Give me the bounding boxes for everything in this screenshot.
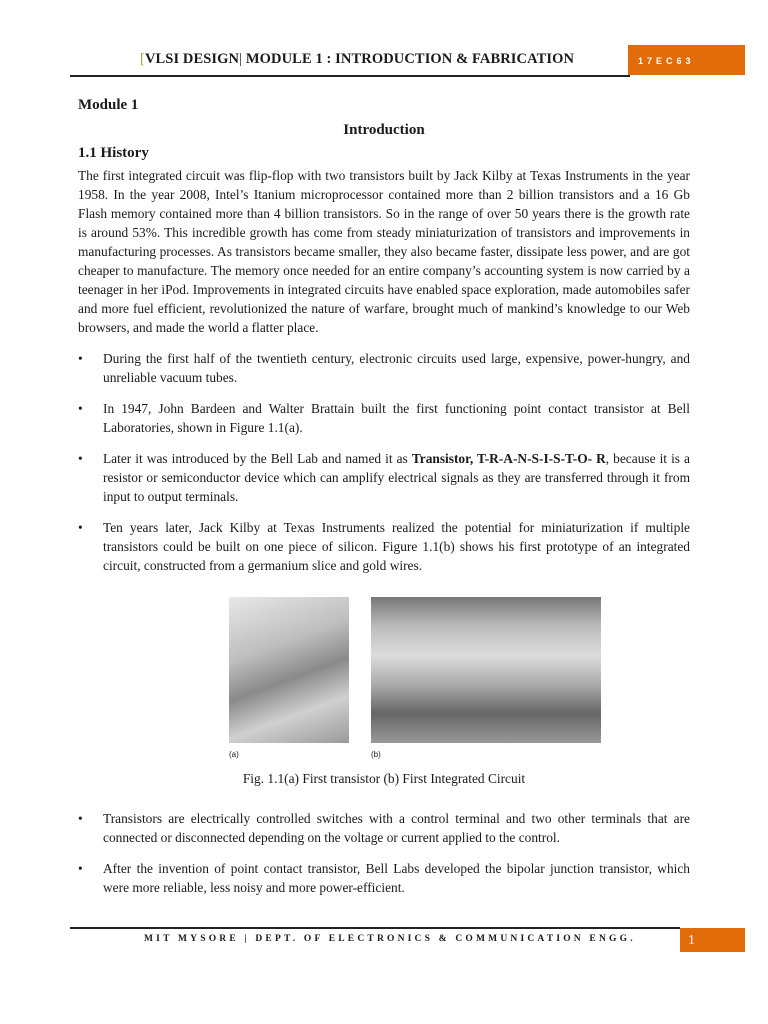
course-code-badge: 17EC63 bbox=[628, 45, 745, 75]
text: Later it was introduced by the Bell Lab and named it as bbox=[103, 451, 412, 466]
header-rule bbox=[70, 75, 630, 77]
bullet-list-1 bbox=[78, 349, 690, 575]
figure-label-b: (b) bbox=[371, 750, 381, 759]
list-item: • Transistors are electrically controlled switches with a control terminal and two other terminals that are connected or disconnected depending on the voltage or current applied to the control. bbox=[78, 809, 690, 847]
footer-text: MIT MYSORE | DEPT. OF ELECTRONICS & COMMUNICATION ENGG. bbox=[144, 934, 636, 944]
first-transistor-image bbox=[229, 597, 349, 743]
list-item bbox=[78, 449, 690, 506]
section-title: Introduction bbox=[343, 122, 425, 138]
first-ic-image bbox=[371, 597, 601, 743]
page-number: 1 bbox=[680, 928, 745, 952]
module-title: MODULE 1 : INTRODUCTION & FABRICATION bbox=[242, 51, 575, 67]
header-title bbox=[140, 51, 574, 68]
module-heading: Module 1 bbox=[78, 97, 139, 113]
figure-1-1 bbox=[78, 597, 690, 797]
history-paragraph: The first integrated circuit was flip-flop with two transistors built by Jack Kilby at Texas Instruments in the year 1958. In the year 2008, Intel’s Itanium microprocessor contained more than 2 billion transistors and a 16 Gb Flash memory contained more than 4 billion transistors. So in the range of over 50 years there is the growth rate is around 53%. This incredible growth has come from steady miniaturization of transistors and improvements in manufacturing processes. As transistors became smaller, they also became faster, dissipate less power, and are got cheaper to manufacture. The memory once needed for an entire company’s accounting system is now carried by a teenager in her iPod. Improvements in integrated circuits have enabled space exploration, made automobiles safer and more fuel efficient, revolutionized the nature of warfare, brought much of mankind’s knowledge to our Web browsers, and made the world a flatter place. bbox=[78, 168, 690, 335]
figure-label-a: (a) bbox=[229, 750, 239, 759]
subsection-title: 1.1 History bbox=[78, 145, 149, 161]
separator: | bbox=[239, 51, 243, 67]
list-item: • In 1947, John Bardeen and Walter Brattain built the first functioning point contact transistor at Bell Laboratories, shown in Figure 1.1(a). bbox=[78, 399, 690, 437]
transistor-term: Transistor, T-R-A-N-S-I-S-T-O- R bbox=[411, 451, 606, 466]
list-item: • After the invention of point contact transistor, Bell Labs developed the bipolar junction transistor, which were more reliable, less noisy and more power-efficient. bbox=[78, 859, 690, 897]
text: , because it is a resistor or semiconductor device which can amplify electrical signals as they are transferred through it from input to output terminals. bbox=[103, 451, 690, 504]
footer-rule bbox=[70, 927, 680, 929]
course-name: VLSI DESIGN bbox=[144, 51, 240, 67]
list-item: • During the first half of the twentieth century, electronic circuits used large, expensive, power-hungry, and unreliable vacuum tubes. bbox=[78, 349, 690, 387]
bullet-list-2 bbox=[78, 809, 690, 897]
bracket: [ bbox=[140, 51, 145, 67]
list-item: • Ten years later, Jack Kilby at Texas Instruments realized the potential for miniaturization if multiple transistors could be built on one piece of silicon. Figure 1.1(b) shows his first prototype of an integrated circuit, constructed from a germanium slice and gold wires. bbox=[78, 518, 690, 575]
page-content bbox=[78, 96, 690, 897]
figure-caption: Fig. 1.1(a) First transistor (b) First Integrated Circuit bbox=[242, 771, 526, 786]
